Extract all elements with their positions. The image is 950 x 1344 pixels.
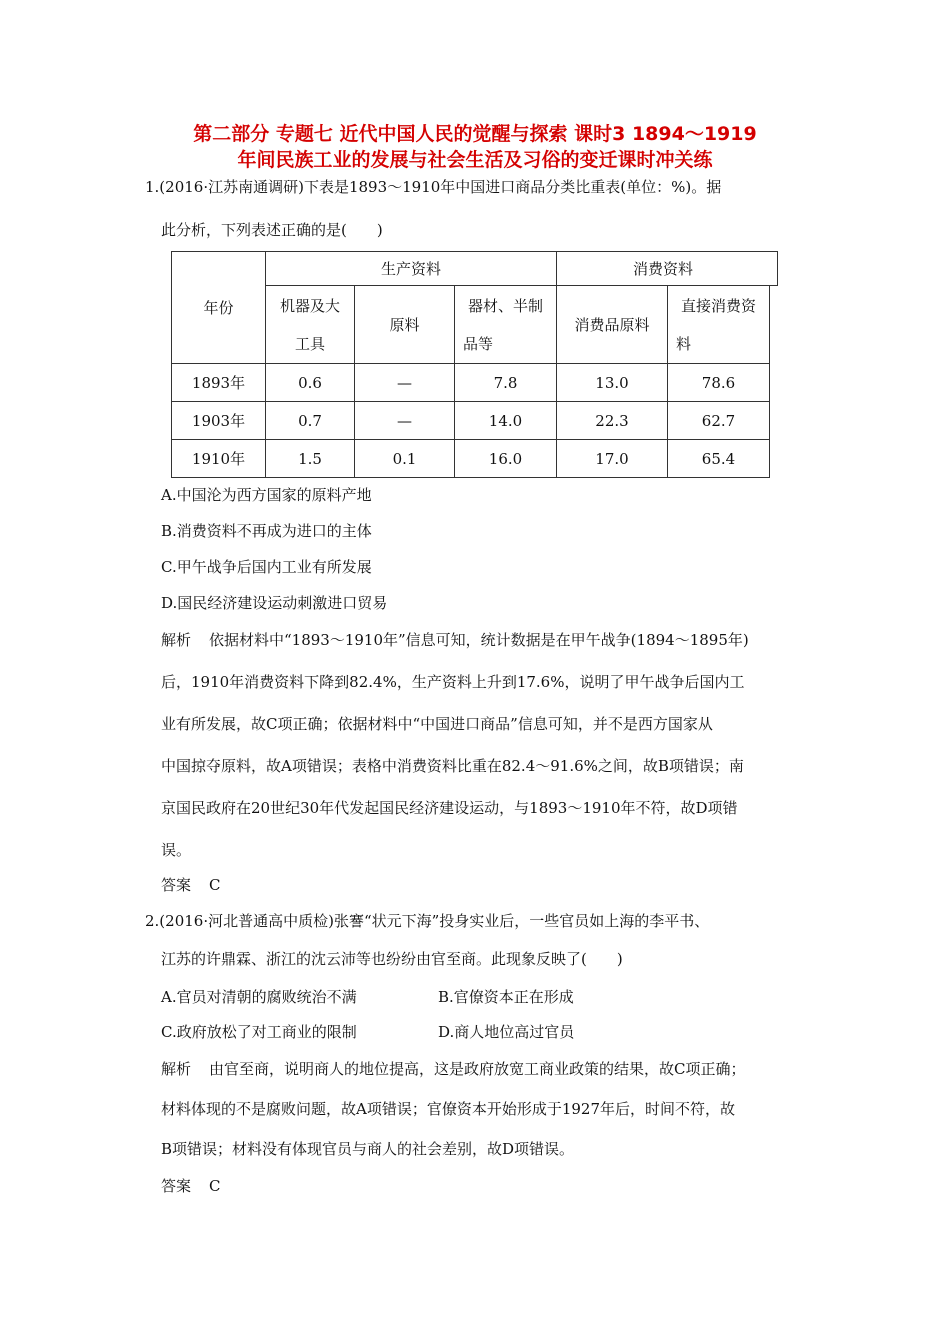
cell-year: 1910年 [172, 440, 266, 478]
header-equipment [455, 286, 557, 364]
document-title [120, 121, 830, 173]
q2-analysis-label: 解析 [161, 1060, 192, 1078]
header-consumer-raw: 消费品原料 [557, 286, 668, 364]
cell-raw: 0.1 [355, 440, 455, 478]
q1-answer-label: 答案 [161, 876, 192, 894]
table-row [172, 440, 770, 478]
cell-machines: 0.6 [266, 364, 355, 402]
cell-consumer-raw: 17.0 [557, 440, 668, 478]
q2-stem-line-1: 2.(2016·河北普通高中质检)张謇“状元下海”投身实业后，一些官员如上海的李平书、 [145, 912, 710, 930]
cell-equipment: 7.8 [455, 364, 557, 402]
cell-raw: — [355, 402, 455, 440]
cell-direct: 65.4 [668, 440, 770, 478]
q1-stem-line-1: 1.(2016·江苏南通调研)下表是1893～1910年中国进口商品分类比重表(单位：%)。据 [145, 178, 722, 196]
header-year: 年份 [172, 252, 266, 364]
q1-option-c: C.甲午战争后国内工业有所发展 [161, 558, 372, 576]
q1-analysis-line-2: 后，1910年消费资料下降到82.4%，生产资料上升到17.6%，说明了甲午战争后国内工 [161, 673, 745, 691]
header-direct [668, 286, 770, 364]
q2-option-d: D.商人地位高过官员 [438, 1023, 575, 1041]
q1-analysis-label: 解析 [161, 631, 192, 649]
q2-analysis-line-2: 材料体现的不是腐败问题，故A项错误；官僚资本开始形成于1927年后，时间不符，故 [161, 1100, 736, 1118]
cell-year: 1893年 [172, 364, 266, 402]
q2-answer-label: 答案 [161, 1177, 192, 1195]
cell-equipment: 14.0 [455, 402, 557, 440]
q1-option-a: A.中国沦为西方国家的原料产地 [161, 486, 372, 504]
cell-machines: 1.5 [266, 440, 355, 478]
q1-stem-line-2: 此分析，下列表述正确的是( ) [161, 221, 383, 239]
q1-analysis-text-1: 依据材料中“1893～1910年”信息可知，统计数据是在甲午战争(1894～1895年) [209, 631, 749, 649]
header-direct-l2: 料 [676, 334, 692, 353]
q2-option-a: A.官员对清朝的腐败统治不满 [161, 988, 357, 1006]
q1-analysis-line-1 [161, 629, 749, 650]
cell-machines: 0.7 [266, 402, 355, 440]
q1-analysis-line-6: 误。 [161, 841, 192, 859]
q1-option-b: B.消费资料不再成为进口的主体 [161, 522, 372, 540]
header-production-group: 生产资料 [266, 252, 557, 286]
cell-consumer-raw: 22.3 [557, 402, 668, 440]
header-equipment-l1: 器材、半制 [467, 296, 543, 315]
q1-analysis-line-5: 京国民政府在20世纪30年代发起国民经济建设运动，与1893～1910年不符，故D项错 [161, 799, 738, 817]
header-consumer-label: 消费资料 [632, 260, 693, 278]
q1-option-d: D.国民经济建设运动刺激进口贸易 [161, 594, 388, 612]
table-row [172, 364, 770, 402]
q2-option-b: B.官僚资本正在形成 [438, 988, 574, 1006]
cell-consumer-raw: 13.0 [557, 364, 668, 402]
q1-answer [161, 874, 220, 895]
header-consumer-group [557, 252, 770, 286]
q1-analysis-line-4: 中国掠夺原料，故A项错误；表格中消费资料比重在82.4～91.6%之间，故B项错误；南 [161, 757, 744, 775]
cell-equipment: 16.0 [455, 440, 557, 478]
cell-year: 1903年 [172, 402, 266, 440]
header-machines [266, 286, 355, 364]
header-equipment-l2: 品等 [463, 334, 494, 353]
import-ratio-table [171, 251, 770, 478]
cell-direct: 78.6 [668, 364, 770, 402]
cell-raw: — [355, 364, 455, 402]
header-machines-l2: 工具 [294, 334, 325, 353]
q2-answer-value: C [209, 1177, 221, 1195]
q2-analysis-text-1: 由官至商，说明商人的地位提高，这是政府放宽工商业政策的结果，故C项正确； [209, 1060, 746, 1078]
table-row [172, 402, 770, 440]
title-line-2: 年间民族工业的发展与社会生活及习俗的变迁课时冲关练 [237, 149, 713, 171]
header-overhang [768, 251, 778, 286]
q1-answer-value: C [209, 876, 221, 894]
q2-analysis-line-3: B项错误；材料没有体现官员与商人的社会差别，故D项错误。 [161, 1140, 575, 1158]
q2-option-c: C.政府放松了对工商业的限制 [161, 1023, 357, 1041]
header-machines-l1: 机器及大 [279, 296, 340, 315]
q1-analysis-line-3: 业有所发展，故C项正确；依据材料中“中国进口商品”信息可知，并不是西方国家从 [161, 715, 713, 733]
q2-answer [161, 1175, 220, 1196]
header-raw: 原料 [355, 286, 455, 364]
q2-analysis-line-1 [161, 1058, 745, 1079]
cell-direct: 62.7 [668, 402, 770, 440]
header-direct-l1: 直接消费资 [680, 296, 756, 315]
q2-stem-line-2: 江苏的许鼎霖、浙江的沈云沛等也纷纷由官至商。此现象反映了( ) [161, 950, 623, 968]
title-line-1: 第二部分 专题七 近代中国人民的觉醒与探索 课时3 1894～1919 [193, 123, 757, 145]
